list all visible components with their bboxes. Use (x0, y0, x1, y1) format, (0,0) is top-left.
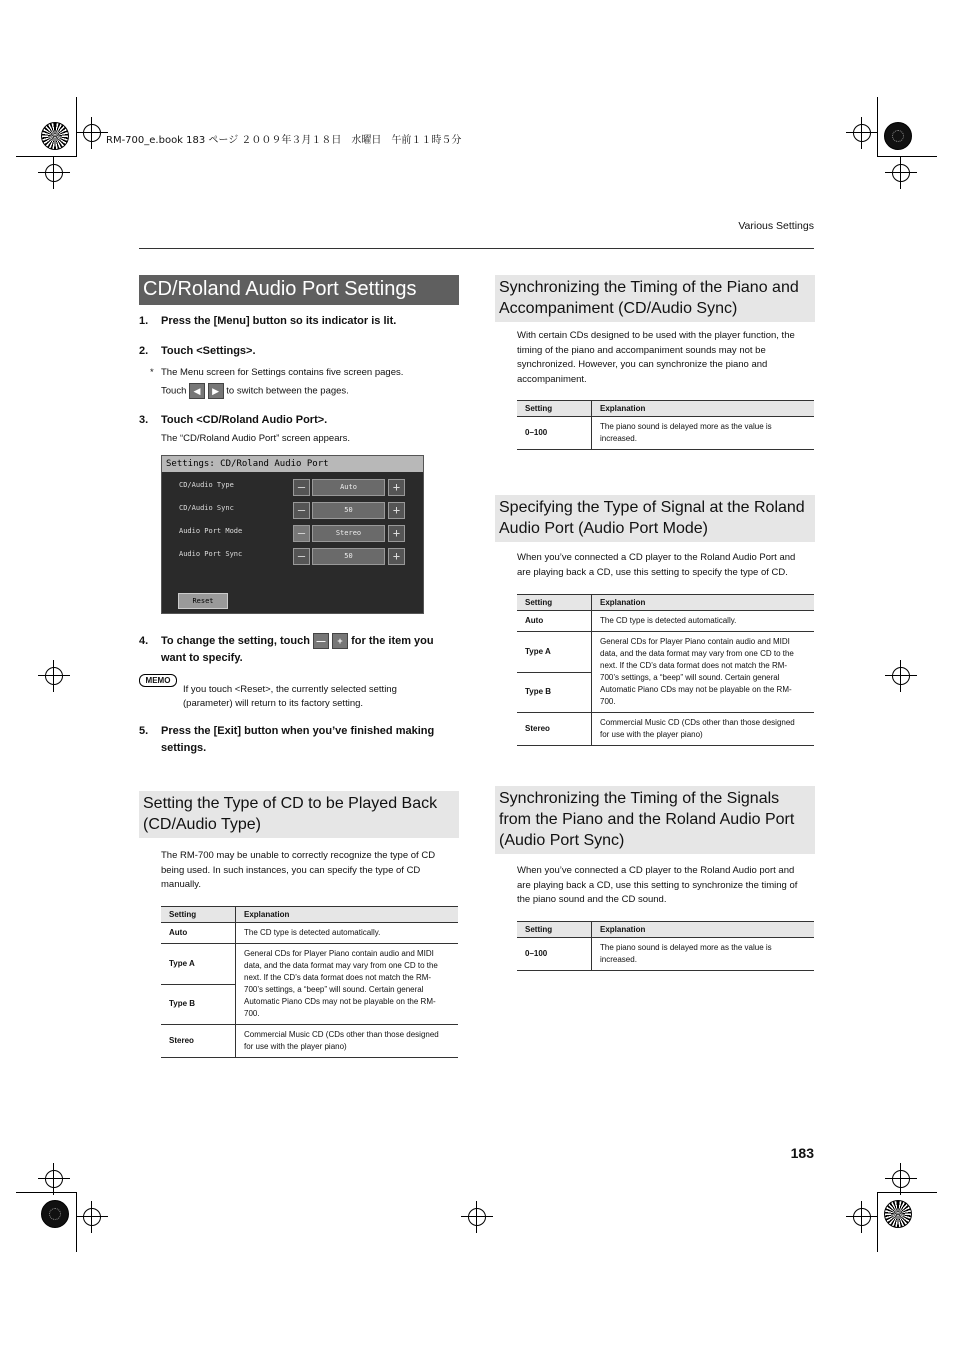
page-number: 183 (790, 1145, 814, 1161)
plus-button[interactable]: + (388, 502, 405, 519)
screen-row-label: CD/Audio Type (179, 481, 234, 489)
table-cell-explanation: General CDs for Player Piano contain audio and MIDI data, and the data format may vary from one CD to the next. If the CD’s data format does not match the RM-700’s settings, a “beep” will sound. Certain general Automatic Piano CDs may not be playable on the RM-700. (236, 944, 459, 1025)
memo-line-2: (parameter) will return to its factory setting. (183, 698, 364, 709)
table-cell-explanation: Commercial Music CD (CDs other than those designed for use with the player piano) (592, 713, 815, 746)
note-line-1: The Menu screen for Settings contains five screen pages. (161, 367, 404, 378)
minus-button[interactable]: — (293, 479, 310, 496)
table-row (161, 923, 458, 944)
step-3-text: Touch <CD/Roland Audio Port>. (161, 414, 328, 426)
note-touch: Touch (161, 385, 187, 397)
step-4-text (161, 633, 434, 650)
step-4-post: for the item you (351, 635, 434, 647)
table-cell-setting: Auto (517, 611, 592, 632)
table-row (517, 417, 814, 450)
table-header: Explanation (592, 595, 815, 611)
section-cd-audio-type-body (161, 849, 435, 893)
section-cd-audio-sync-body (517, 329, 795, 387)
table-header: Setting (161, 907, 236, 923)
body-line: are playing back a CD, use this setting to specify the type of CD. (517, 566, 788, 578)
note-switch: to switch between the pages. (226, 385, 349, 397)
table-row (517, 938, 814, 971)
step-3-note: The “CD/Roland Audio Port” screen appears. (161, 433, 351, 444)
screen-row-value: 50 (312, 502, 385, 519)
audio-port-mode-table (517, 594, 814, 746)
table-header: Explanation (592, 922, 815, 938)
screen-row-value: Auto (312, 479, 385, 496)
table-cell-setting: Auto (161, 923, 236, 944)
screen-row-value: 50 (312, 548, 385, 565)
table-cell-explanation: The CD type is detected automatically. (236, 923, 459, 944)
minus-icon: — (313, 633, 329, 649)
section-audio-port-sync-title (495, 786, 815, 854)
screen-row-label: Audio Port Sync (179, 550, 243, 558)
screen-row-label: Audio Port Mode (179, 527, 243, 535)
step-5-line-2: settings. (161, 742, 207, 754)
body-line: being used. In such instances, you can specify the type of CD (161, 864, 421, 876)
minus-button[interactable]: — (293, 548, 310, 565)
step-1-number: 1. (139, 315, 149, 327)
memo-badge: MEMO (139, 674, 177, 687)
step-4-line-2: want to specify. (161, 652, 243, 664)
screen-row-cd-audio-sync (162, 501, 423, 519)
print-header: RM-700_e.book 183 ページ ２００９年３月１８日 水曜日 午前１１時５分 (106, 135, 462, 146)
reset-button[interactable]: Reset (178, 593, 228, 609)
table-cell-setting: Stereo (161, 1025, 236, 1058)
settings-screen (161, 455, 424, 614)
screen-title: Settings: CD/Roland Audio Port (162, 456, 423, 472)
section-title-line: from the Piano and the Roland Audio Port (499, 811, 795, 828)
section-title-line: (CD/Audio Type) (143, 816, 261, 833)
section-title-line: Specifying the Type of Signal at the Roland (499, 499, 805, 516)
step-2-number: 2. (139, 345, 149, 357)
body-line: are playing back a CD, use this setting to synchronize the timing of (517, 879, 798, 891)
table-cell-explanation: The piano sound is delayed more as the value is increased. (592, 417, 815, 450)
step-4-pre: To change the setting, touch (161, 635, 310, 647)
table-cell-setting: Type B (161, 984, 236, 1025)
table-row (517, 713, 814, 746)
section-audio-port-mode-title (495, 495, 815, 542)
section-title-line: Synchronizing the Timing of the Signals (499, 790, 780, 807)
table-row (161, 944, 458, 985)
table-header: Setting (517, 595, 592, 611)
page-title: CD/Roland Audio Port Settings (139, 275, 459, 305)
table-cell-setting: Type A (161, 944, 236, 985)
table-header-row (517, 401, 814, 417)
section-audio-port-mode-body (517, 551, 795, 580)
plus-icon: + (332, 633, 348, 649)
body-line: timing of the piano and accompaniment sounds may not be (517, 344, 766, 356)
section-title-line: Audio Port (Audio Port Mode) (499, 520, 708, 537)
table-cell-setting: Stereo (517, 713, 592, 746)
body-line: With certain CDs designed to be used with the player function, the (517, 330, 795, 341)
section-audio-port-sync-body (517, 864, 797, 908)
section-cd-audio-sync-title (495, 275, 815, 322)
section-title-line: Synchronizing the Timing of the Piano and (499, 279, 799, 296)
section-title-line: (Audio Port Sync) (499, 832, 625, 849)
table-cell-setting: Type A (517, 632, 592, 673)
screen-row-audio-port-sync (162, 547, 423, 565)
screen-row-cd-audio-type (162, 478, 423, 496)
audio-port-sync-table (517, 921, 814, 971)
prev-page-icon: ◀ (189, 383, 205, 399)
minus-button[interactable]: — (293, 502, 310, 519)
body-line: When you’ve connected a CD player to the Roland Audio Port and (517, 552, 796, 563)
step-4-number: 4. (139, 635, 149, 647)
cd-audio-sync-table (517, 400, 814, 450)
table-header: Explanation (592, 401, 815, 417)
next-page-icon: ▶ (208, 383, 224, 399)
table-cell-explanation: General CDs for Player Piano contain audio and MIDI data, and the data format may vary from one CD to the next. If the CD’s data format does not match the RM-700’s settings, a “beep” will sound. Certain general Automatic Piano CDs may not be playable on the RM-700. (592, 632, 815, 713)
table-cell-explanation: The piano sound is delayed more as the value is increased. (592, 938, 815, 971)
screen-row-label: CD/Audio Sync (179, 504, 234, 512)
table-header-row (161, 907, 458, 923)
screen-row-value: Stereo (312, 525, 385, 542)
body-line: the piano sound and the CD sound. (517, 894, 667, 905)
step-3-number: 3. (139, 414, 149, 426)
step-2-text: Touch <Settings>. (161, 345, 256, 357)
header-rule (139, 248, 814, 249)
table-cell-explanation: Commercial Music CD (CDs other than those designed for use with the player piano) (236, 1025, 459, 1058)
body-line: accompaniment. (517, 373, 587, 385)
step-5-line-1: Press the [Exit] button when you’ve finished making (161, 725, 435, 737)
section-title-line: Accompaniment (CD/Audio Sync) (499, 300, 738, 317)
body-line: When you’ve connected a CD player to the Roland Audio port and (517, 865, 795, 876)
table-cell-setting: 0–100 (517, 938, 592, 971)
step-5-number: 5. (139, 725, 149, 737)
step-1-text: Press the [Menu] button so its indicator is lit. (161, 315, 397, 327)
running-head: Various Settings (738, 220, 814, 232)
table-cell-explanation: The CD type is detected automatically. (592, 611, 815, 632)
body-line: synchronized. However, you can synchronize the piano and (517, 359, 768, 370)
minus-button[interactable]: — (293, 525, 310, 542)
table-header: Explanation (236, 907, 459, 923)
table-header: Setting (517, 401, 592, 417)
note-star: * (150, 367, 154, 378)
memo-line-1: If you touch <Reset>, the currently selected setting (183, 684, 397, 695)
plus-button[interactable]: + (388, 548, 405, 565)
section-cd-audio-type-title (139, 791, 459, 838)
table-header: Setting (517, 922, 592, 938)
table-header-row (517, 595, 814, 611)
body-line: The RM-700 may be unable to correctly recognize the type of CD (161, 850, 436, 861)
table-row (161, 1025, 458, 1058)
cd-audio-type-table (161, 906, 458, 1058)
table-cell-setting: 0–100 (517, 417, 592, 450)
table-row (517, 632, 814, 673)
plus-button[interactable]: + (388, 525, 405, 542)
table-header-row (517, 922, 814, 938)
note-line-2 (161, 383, 349, 399)
plus-button[interactable]: + (388, 479, 405, 496)
table-cell-setting: Type B (517, 672, 592, 713)
screen-row-audio-port-mode (162, 524, 423, 542)
section-title-line: Setting the Type of CD to be Played Back (143, 795, 438, 812)
table-row (517, 611, 814, 632)
body-line: manually. (161, 879, 201, 890)
